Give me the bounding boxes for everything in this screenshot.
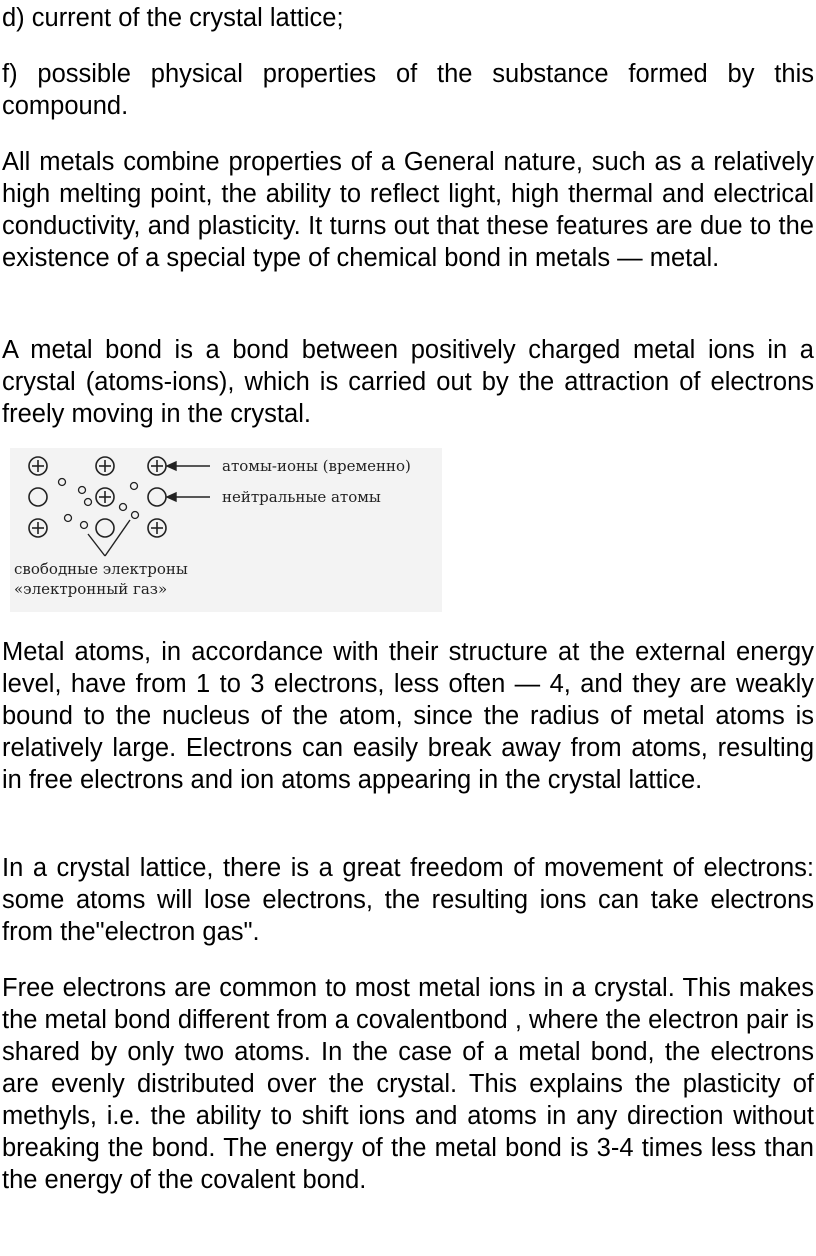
ion-atom [96, 457, 114, 475]
ion-atom [29, 519, 47, 537]
paragraph-metal-atoms-structure: Metal atoms, in accordance with their structure at the external energy level, have from 1 to 3 electrons, less often — 4, and they are weakly bound to the nucleus of the atom, since the radius of metal atoms is relatively large. Electrons can easily break away from atoms, resulting in free electrons and ion atoms appearing in the crystal lattice. [2, 638, 814, 794]
label-free-electrons: свободные электроны [14, 560, 188, 578]
neutral-atom [29, 488, 47, 506]
label-electron-gas: «электронный газ» [14, 580, 168, 598]
neutral-atom [148, 488, 166, 506]
neutral-atom [96, 519, 114, 537]
paragraph-physical-properties-item: f) possible physical properties of the substance formed by this compound. [2, 60, 814, 120]
ion-atom [148, 457, 166, 475]
paragraph-crystal-lattice-item: d) current of the crystal lattice; [2, 4, 344, 32]
ion-atom [29, 457, 47, 475]
metal-bond-diagram [10, 448, 442, 612]
paragraph-electron-freedom: In a crystal lattice, there is a great freedom of movement of electrons: some atoms will lose electrons, the resulting ions can take electrons from the"electron gas". [2, 854, 814, 946]
label-neutral-atoms: нейтральные атомы [222, 488, 381, 506]
ion-atom [148, 519, 166, 537]
ion-atom [96, 488, 114, 506]
paragraph-free-electrons: Free electrons are common to most metal ions in a crystal. This makes the metal bond different from a covalentbond , where the electron pair is shared by only two atoms. In the case of a metal bond, the electrons are evenly distributed over the crystal. This explains the plasticity of methyls, i.e. the ability to shift ions and atoms in any direction without breaking the bond. The energy of the metal bond is 3-4 times less than the energy of the covalent bond. [2, 974, 814, 1194]
label-ions: атомы-ионы (временно) [222, 457, 411, 475]
paragraph-metal-properties: All metals combine properties of a General nature, such as a relatively high melting point, the ability to reflect light, high thermal and electrical conductivity, and plasticity. It turns out that these features are due to the existence of a special type of chemical bond in metals — metal. [2, 148, 814, 272]
paragraph-metal-bond-definition: A metal bond is a bond between positively charged metal ions in a crystal (atoms-ions), which is carried out by the attraction of electrons freely moving in the crystal. [2, 336, 814, 428]
